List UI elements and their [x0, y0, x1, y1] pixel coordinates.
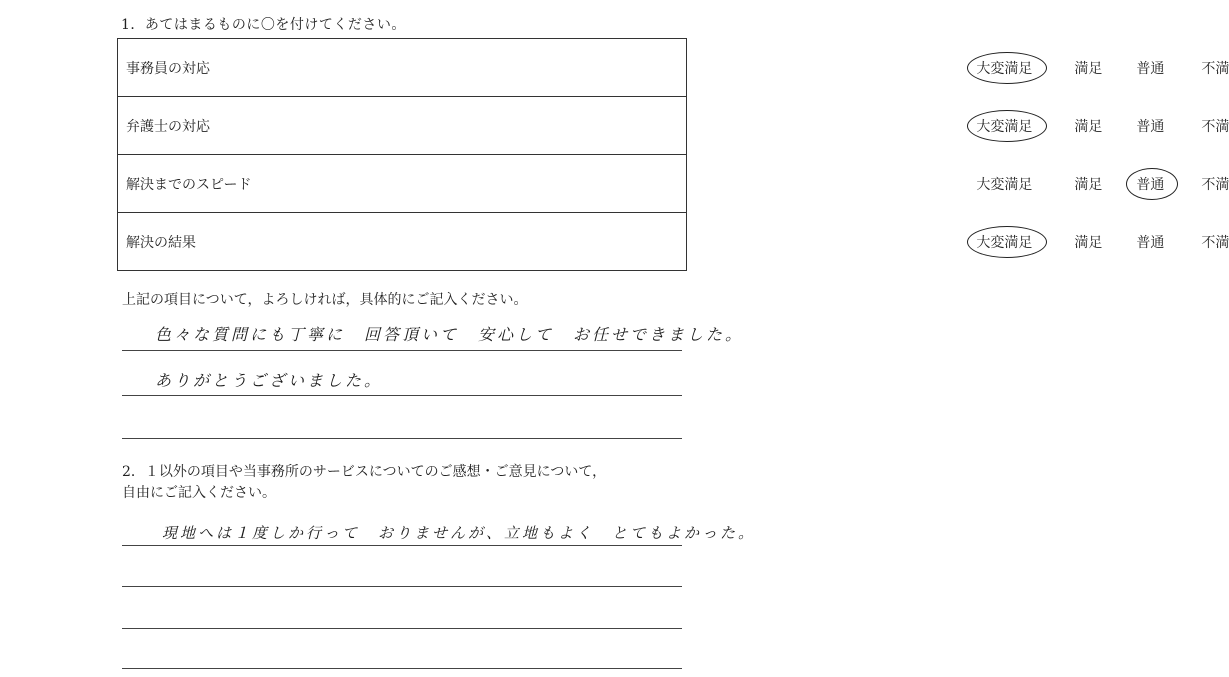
option-satisfied[interactable]: 満足 — [1074, 60, 1103, 77]
option-satisfied[interactable]: 満足 — [1074, 118, 1103, 135]
q2-line-1[interactable] — [122, 545, 682, 546]
comment-line-3[interactable] — [122, 438, 682, 439]
option-neutral[interactable]: 普通 — [1136, 118, 1165, 135]
option-dissatisfied[interactable]: 不満 — [1201, 118, 1229, 135]
option-dissatisfied[interactable]: 不満 — [1201, 234, 1229, 251]
rating-options — [684, 155, 1229, 213]
option-satisfied[interactable]: 満足 — [1074, 234, 1103, 251]
option-neutral[interactable]: 普通 — [1136, 176, 1165, 193]
rating-row — [118, 155, 687, 213]
option-neutral[interactable]: 普通 — [1136, 234, 1165, 251]
q2-line-3[interactable] — [122, 628, 682, 629]
option-dissatisfied[interactable]: 不満 — [1201, 60, 1229, 77]
rating-options — [684, 39, 1229, 97]
question-2-title: 2．１以外の項目や当事務所のサービスについてのご感想・ご意見について， — [122, 464, 607, 480]
comment-line-1[interactable] — [122, 350, 682, 351]
option-dissatisfied[interactable]: 不満 — [1201, 176, 1229, 193]
rating-row — [118, 97, 687, 155]
handwritten-comment-line-1: 色々な質問にも丁寧に 回答頂いて 安心して お任せできました。 — [155, 325, 745, 344]
option-very-satisfied[interactable]: 大変満足 — [976, 234, 1033, 251]
rating-item-label: 事務員の対応 — [118, 39, 685, 97]
rating-row — [118, 213, 687, 271]
option-very-satisfied[interactable]: 大変満足 — [976, 118, 1033, 135]
handwritten-q2-line-1: 現地へは１度しか行って おりませんが、立地もよく とてもよかった。 — [162, 524, 757, 542]
rating-item-label: 解決の結果 — [118, 213, 685, 271]
question-2-title-line2: 自由にご記入ください。 — [122, 485, 276, 501]
q2-line-2[interactable] — [122, 586, 682, 587]
comment-line-2[interactable] — [122, 395, 682, 396]
comment-prompt: 上記の項目について，よろしければ，具体的にご記入ください。 — [122, 292, 528, 308]
rating-item-label: 弁護士の対応 — [118, 97, 685, 155]
rating-table — [117, 38, 1229, 271]
option-very-satisfied[interactable]: 大変満足 — [976, 176, 1033, 193]
option-neutral[interactable]: 普通 — [1136, 60, 1165, 77]
rating-options — [684, 213, 1229, 271]
rating-item-label: 解決までのスピード — [118, 155, 685, 213]
rating-options — [684, 97, 1229, 155]
rating-row — [118, 39, 687, 97]
option-very-satisfied[interactable]: 大変満足 — [976, 60, 1033, 77]
option-satisfied[interactable]: 満足 — [1074, 176, 1103, 193]
question-1-title: 1．あてはまるものに〇を付けてください。 — [121, 17, 406, 33]
handwritten-comment-line-2: ありがとうございました。 — [155, 371, 384, 390]
q2-line-4[interactable] — [122, 668, 682, 669]
